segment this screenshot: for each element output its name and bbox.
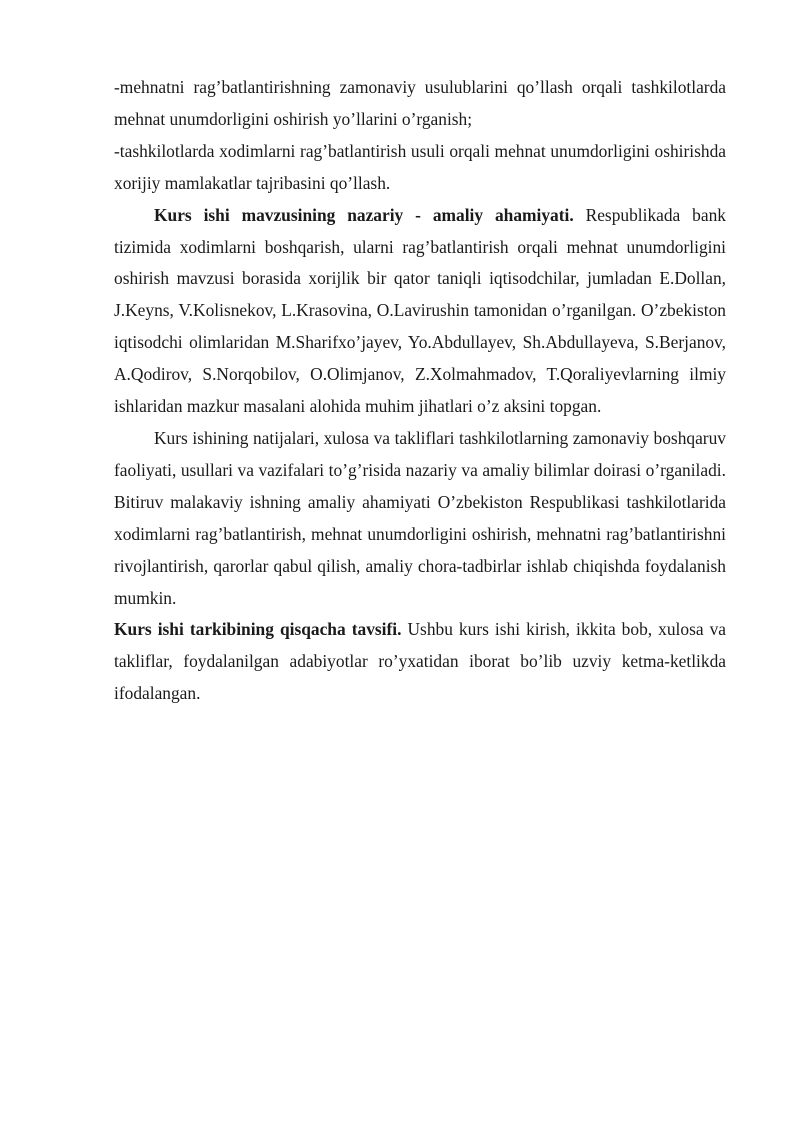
paragraph-objective-2 — [114, 136, 726, 200]
paragraph-text: Respublikada bank tizimida xodimlarni boshqarish, ularni rag’batlantirish orqali mehnat unumdorligini oshirish mavzusi borasida xorijlik bir qator taniqli iqtisodchilar, jumladan E.Dollan, J.Keyns, V.Kolisnekov, L.Krasovina, O.Lavirushin tamonidan o’rganilgan. O’zbekiston iqtisodchi olimlaridan M.Sharifxo’jayev, Yo.Abdullayev, Sh.Abdullayeva, S.Berjanov, A.Qodirov, S.Norqobilov, O.Olimjanov, Z.Xolmahmadov, T.Qoraliyevlarning ilmiy ishlaridan mazkur masalani alohida muhim jihatlari o’z aksini topgan. — [114, 204, 726, 417]
paragraph-theoretical-significance — [114, 200, 726, 423]
document-page — [114, 72, 726, 710]
paragraph-heading: Kurs ishi mavzusining nazariy - amaliy ahamiyati. — [154, 204, 574, 225]
paragraph-text: Ushbu kurs ishi kirish, ikkita bob, xulosa va takliflar, foydalanilgan adabiyotlar ro’yxatidan iborat bo’lib uzviy ketma-ketlikda ifodalangan. — [114, 619, 726, 704]
paragraph-text: Kurs ishining natijalari, xulosa va takliflari tashkilotlarning zamonaviy boshqaruv faoliyati, usullari va vazifalari to’g’risida nazariy va amaliy bilimlar doirasi o’rganiladi. Bitiruv malakaviy ishning amaliy ahamiyati O’zbekiston Respublikasi tashkilotlarida xodimlarni rag’batlantirish, mehnat unumdorligini oshirish, mehnatni rag’batlantirishni rivojlantirish, qarorlar qabul qilish, amaliy chora-tadbirlar ishlab chiqishda foydalanish mumkin. — [114, 427, 726, 608]
paragraph-heading: Kurs ishi tarkibining qisqacha tavsifi. — [114, 619, 402, 640]
paragraph-results — [114, 423, 726, 614]
paragraph-objective-1 — [114, 72, 726, 136]
paragraph-text: -mehnatni rag’batlantirishning zamonaviy usulublarini qo’llash orqali tashkilotlarda mehnat unumdorligini oshirish yo’llarini o’rganish; — [114, 77, 726, 129]
paragraph-text: -tashkilotlarda xodimlarni rag’batlantirish usuli orqali mehnat unumdorligini oshirishda xorijiy mamlakatlar tajribasini qo’llash. — [114, 140, 726, 193]
paragraph-structure — [114, 614, 726, 710]
